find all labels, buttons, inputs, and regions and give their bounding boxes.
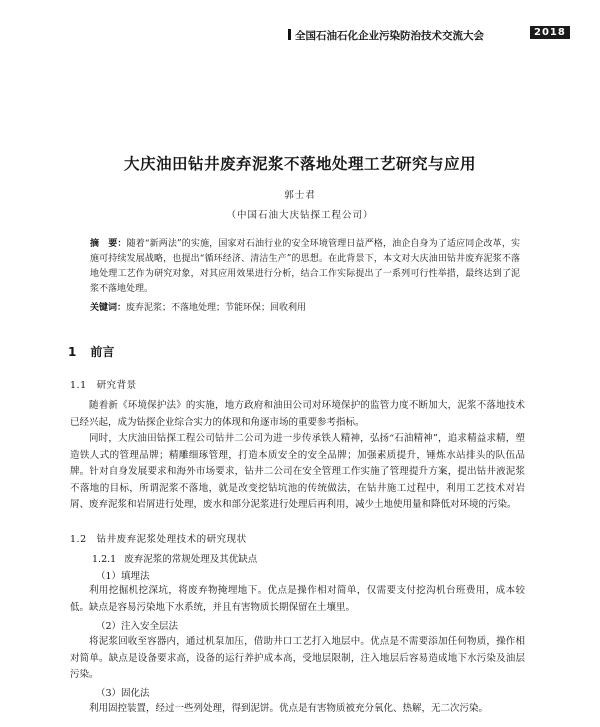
section-1-heading [68, 343, 114, 360]
section-1-number: 1 [68, 345, 77, 359]
section-1-1-heading [70, 377, 137, 391]
section-1-2-title: 钻井废弃泥浆处理技术的研究现状 [96, 534, 247, 545]
method-1-heading: （1）填埋法 [96, 571, 150, 582]
section-1-2-1-number: 1.2.1 [92, 554, 117, 565]
paper-author: 郭士君 [284, 190, 316, 201]
conference-name: 全国石油石化企业污染防治技术交流大会 [295, 30, 484, 42]
conference-year-badge: 2018 [530, 26, 570, 39]
section-1-2-number: 1.2 [70, 534, 87, 545]
header-bar-mark [288, 29, 291, 40]
keywords-label: 关键词： [90, 303, 127, 313]
abstract-text: 随着“新两法”的实施，国家对石油行业的安全环境管理日益严格，油企自身为了适应同企改革，实施可持续发展战略，也提出“循环经济、清洁生产”的思想。在此背景下，本文对大庆油田钻井废弃泥浆不落地处理工艺作为研究对象，对其应用效果进行分析，结合工作实际提出了一系列可行性举措，最终达到了泥浆不落地处理。 [90, 239, 520, 294]
abstract-label: 摘 要： [90, 239, 127, 249]
abstract [90, 237, 520, 297]
method-3-heading: （3）固化法 [96, 688, 150, 699]
method-3-text: 利用固控装置，经过一些列处理，得到泥饼。优点是有害物质被充分氧化、热解，无二次污染。 [89, 703, 489, 714]
section-1-2-1-title: 废弃泥浆的常规处理及其优缺点 [124, 554, 258, 565]
section-1-2-1-heading [92, 551, 257, 565]
keywords-text: 废弃泥浆；不落地处理；节能环保；回收利用 [126, 303, 307, 313]
method-1-text: 利用挖掘机挖深坑，将废弃物掩埋地下。优点是操作相对简单，仅需要支付挖沟机台班费用，成本较低。缺点是容易污染地下水系统，并且有害物质长期保留在土壤里。 [70, 585, 525, 613]
section-1-1-paragraph-1: 随着新《环境保护法》的实施，地方政府和油田公司对环境保护的监管力度不断加大，泥浆不落地技术已经兴起，成为钻探企业综合实力的体现和角逐市场的重要参考指标。 [70, 400, 525, 428]
method-2-text: 将泥浆回收至容器内，通过机泵加压，借助井口工艺打入地层中。优点是不需要添加任何物质，操作相对简单。缺点是设备要求高，设备的运行养护成本高，受地层限制，注入地层后容易造成地下水污染及油层污染。 [70, 636, 525, 680]
section-1-title: 前言 [90, 345, 115, 359]
keywords [90, 300, 520, 313]
section-1-1-paragraph-2: 同时，大庆油田钻探工程公司钻井二公司为进一步传承铁人精神，弘扬“石油精神”，追求精益求精，塑造铁人式的管理品牌；精雕细琢管理，打造本质安全的安全品牌；加强素质提升，锤炼水站排头的队伍品牌。针对自身发展要求和海外市场要求，钻井二公司在安全管理工作实施了管理提升方案，提出钻井液泥浆不落地的目标，所谓泥浆不落地，就是改变挖钻坑池的传统做法，在钻井施工过程中，利用工艺技术对岩屑、废弃泥浆和岩屑进行处理，废水和部分泥浆进行处理后再利用，减少土地使用量和降低对环境的污染。 [70, 433, 525, 510]
method-2-heading: （2）注入安全层法 [96, 621, 179, 632]
conference-header [288, 26, 578, 46]
section-1-1-number: 1.1 [70, 380, 87, 391]
section-1-1-title: 研究背景 [96, 380, 137, 391]
section-1-2-heading [70, 531, 247, 545]
paper-title: 大庆油田钻井废弃泥浆不落地处理工艺研究与应用 [123, 155, 476, 173]
paper-affiliation: （中国石油大庆钻探工程公司） [226, 210, 374, 221]
